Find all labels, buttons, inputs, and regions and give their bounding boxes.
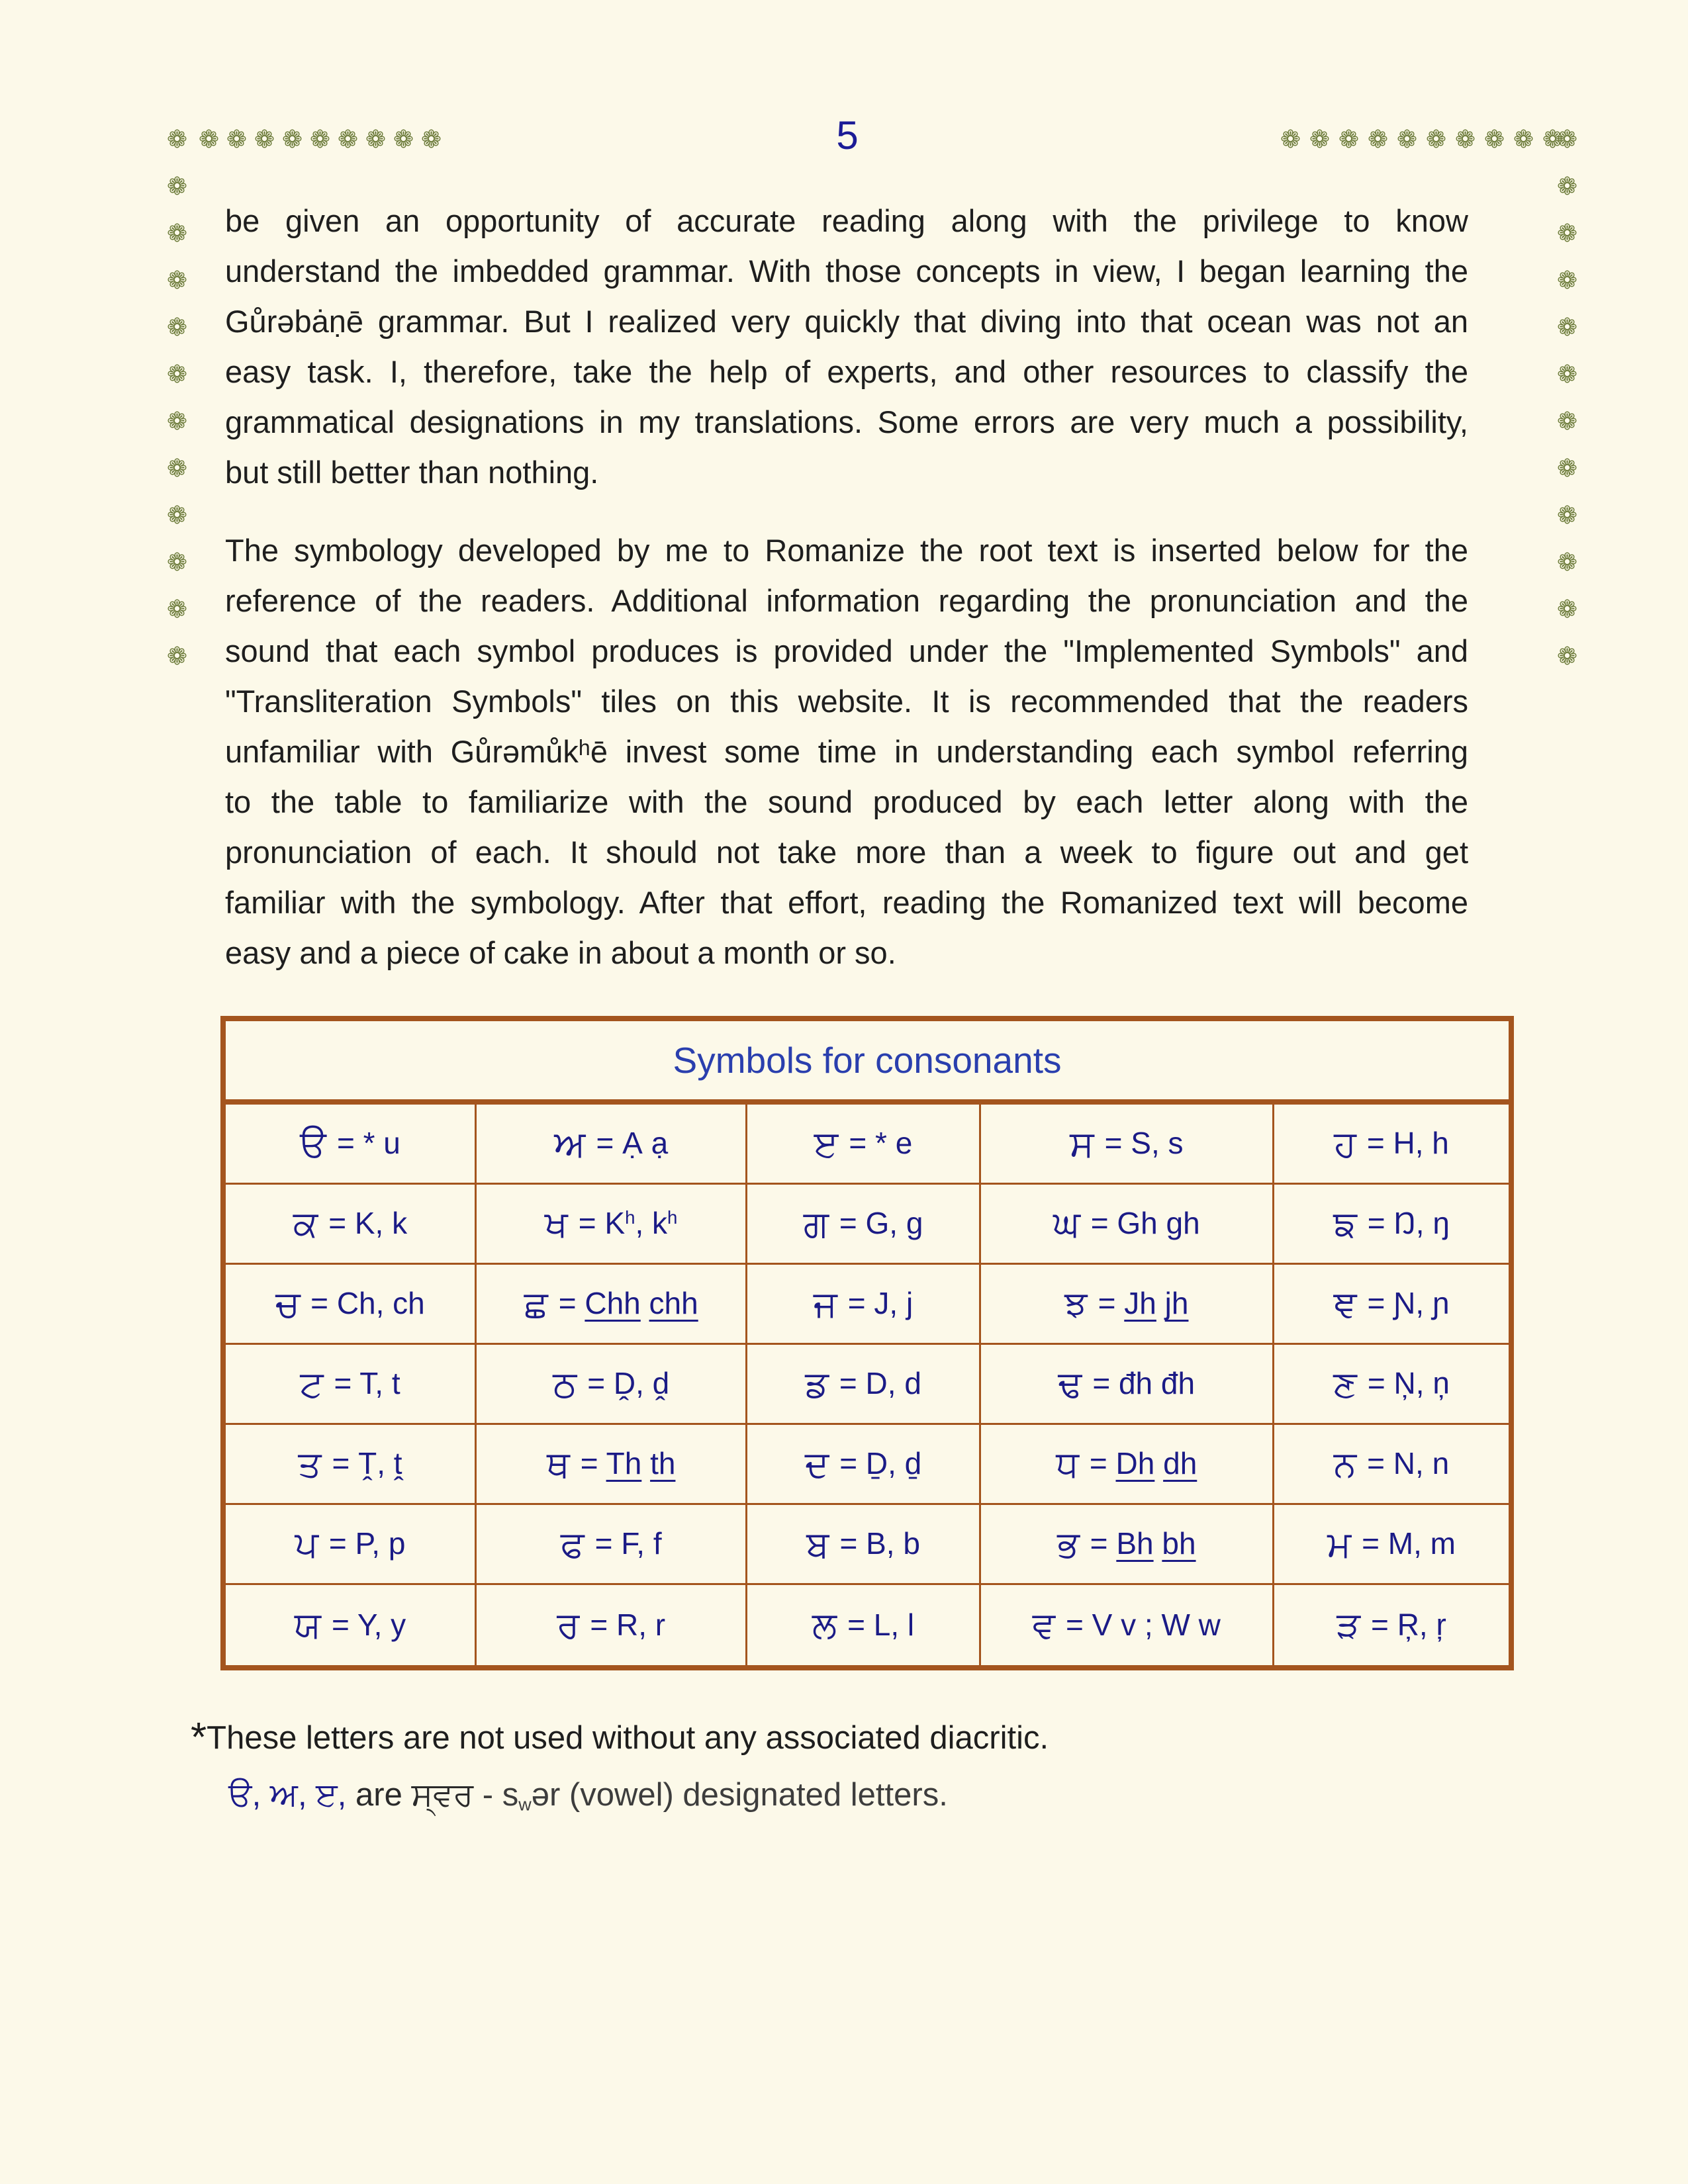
romanization: = V v ; W w xyxy=(1066,1607,1221,1642)
gurmukhi-letter: ਡ xyxy=(805,1363,829,1404)
body-text-line: pronunciation of each. It should not take more than a week to figure out and get xyxy=(225,835,1468,870)
flower-ornament-icon: ❁ xyxy=(1557,455,1578,482)
flower-ornament-icon: ❁ xyxy=(167,220,188,247)
romanization: = * e xyxy=(849,1126,913,1161)
gurmukhi-letter: ਥ xyxy=(546,1443,570,1484)
page-number: 5 xyxy=(836,113,859,158)
flower-ornament-icon: ❁ xyxy=(310,126,331,153)
gurmukhi-letter: ੳ xyxy=(300,1122,326,1164)
gurmukhi-letter: ਟ xyxy=(300,1363,324,1404)
flower-ornament-icon: ❁ xyxy=(1557,314,1578,341)
romanization: = Ɲ, ɲ xyxy=(1367,1286,1450,1321)
flower-ornament-icon: ❁ xyxy=(1557,361,1578,388)
body-text-line: Gůrəbȧṇē grammar. But I realized very quickly that diving into that ocean was not an xyxy=(225,304,1468,339)
gurmukhi-letter: ਜ xyxy=(813,1283,837,1324)
consonant-cell xyxy=(477,1505,748,1585)
romanization: = L, l xyxy=(847,1607,915,1642)
consonant-cell xyxy=(477,1585,748,1665)
consonant-cell xyxy=(1274,1185,1509,1265)
consonant-cell xyxy=(477,1425,748,1505)
flower-ornament-icon: ❁ xyxy=(338,126,359,153)
body-text-line: sound that each symbol produces is provided under the "Implemented Symbols" and xyxy=(225,633,1468,668)
romanization: = Ạ ạ xyxy=(596,1126,669,1161)
flower-ornament-icon: ❁ xyxy=(167,361,188,388)
table-grid xyxy=(226,1105,1509,1665)
gurmukhi-letter: ੲ xyxy=(814,1122,839,1164)
body-text-line: be given an opportunity of accurate reading along with the privilege to know xyxy=(225,203,1468,238)
body-text-line: easy and a piece of cake in about a month or so. xyxy=(225,935,896,970)
consonant-cell xyxy=(747,1505,980,1585)
flower-ornament-icon: ❁ xyxy=(226,126,248,153)
gurmukhi-letter: ਮ xyxy=(1327,1523,1352,1565)
flower-ornament-icon: ❁ xyxy=(254,126,275,153)
romanization: = Ŋ, ŋ xyxy=(1367,1206,1450,1241)
flower-ornament-icon: ❁ xyxy=(167,126,188,153)
romanization: = G, g xyxy=(839,1206,923,1241)
flower-ornament-icon: ❁ xyxy=(1513,126,1534,153)
gurmukhi-letter: ਦ xyxy=(804,1443,829,1484)
footnote-diacritic-note xyxy=(191,1714,1049,1761)
gurmukhi-letter: ਹ xyxy=(1334,1122,1356,1164)
consonant-cell xyxy=(226,1265,477,1345)
romanization: = Y, y xyxy=(332,1607,406,1642)
flower-ornament-icon: ❁ xyxy=(1557,643,1578,670)
consonant-cell xyxy=(981,1185,1274,1265)
gurmukhi-letter: ਣ xyxy=(1333,1363,1357,1404)
consonant-cell xyxy=(747,1425,980,1505)
romanization: = đh đh xyxy=(1092,1366,1196,1401)
consonant-cell xyxy=(981,1585,1274,1665)
flower-ornament-icon: ❁ xyxy=(167,549,188,576)
romanization: = Ḓ, ḓ xyxy=(587,1366,670,1401)
consonant-cell xyxy=(1274,1585,1509,1665)
gurmukhi-letter: ਞ xyxy=(1333,1283,1357,1324)
flower-ornament-icon: ❁ xyxy=(1280,126,1301,153)
footnote-segment: w xyxy=(518,1794,532,1815)
consonant-cell xyxy=(1274,1345,1509,1425)
consonant-cell xyxy=(226,1505,477,1585)
romanization: = Ņ, ņ xyxy=(1367,1366,1450,1401)
romanization: = P, p xyxy=(328,1526,406,1561)
gurmukhi-letter: ਅ xyxy=(554,1122,586,1164)
romanization: = S, s xyxy=(1104,1126,1184,1161)
consonant-cell xyxy=(226,1185,477,1265)
flower-ornament-icon: ❁ xyxy=(1557,173,1578,200)
gurmukhi-letter: ਸ xyxy=(1069,1122,1094,1164)
body-text-line: understand the imbedded grammar. With those concepts in view, I began learning the xyxy=(225,253,1468,289)
consonant-cell xyxy=(1274,1105,1509,1185)
romanization: = Bh bh xyxy=(1090,1526,1196,1561)
flower-ornament-icon: ❁ xyxy=(282,126,303,153)
consonant-cell xyxy=(226,1425,477,1505)
romanization: = Dh dh xyxy=(1089,1446,1197,1481)
flower-ornament-icon: ❁ xyxy=(1455,126,1476,153)
gurmukhi-letter: ੜ xyxy=(1336,1604,1361,1645)
consonant-cell xyxy=(226,1585,477,1665)
gurmukhi-letter: ਙ xyxy=(1333,1203,1357,1244)
footnote-segment: ੳ, ਅ, ੲ, xyxy=(228,1777,347,1813)
flower-ornament-icon: ❁ xyxy=(199,126,220,153)
flower-ornament-icon: ❁ xyxy=(1557,596,1578,623)
footnote-vowel-letters xyxy=(228,1776,948,1815)
body-text-line: reference of the readers. Additional information regarding the pronunciation and the xyxy=(225,583,1468,618)
romanization: = Jh jh xyxy=(1098,1286,1189,1321)
footnote-segment: - s xyxy=(473,1777,519,1813)
gurmukhi-letter: ਭ xyxy=(1056,1523,1080,1565)
consonant-cell xyxy=(981,1345,1274,1425)
romanization: = F, f xyxy=(594,1526,662,1561)
consonant-cell xyxy=(981,1425,1274,1505)
flower-ornament-icon: ❁ xyxy=(1484,126,1505,153)
body-text-line: unfamiliar with Gůrəmůkʰē invest some time in understanding each symbol referring xyxy=(225,734,1468,769)
gurmukhi-letter: ਬ xyxy=(806,1523,829,1565)
romanization: = R, r xyxy=(590,1607,666,1642)
gurmukhi-letter: ਫ xyxy=(560,1523,585,1565)
body-text-line: grammatical designations in my translations. Some errors are very much a possibility, xyxy=(225,404,1468,439)
romanization: = Ṱ, ṱ xyxy=(332,1446,402,1481)
romanization: = M, m xyxy=(1362,1526,1456,1561)
flower-ornament-icon: ❁ xyxy=(1557,408,1578,435)
flower-ornament-icon: ❁ xyxy=(1557,267,1578,294)
flower-ornament-icon: ❁ xyxy=(167,314,188,341)
flower-ornament-icon: ❁ xyxy=(1542,126,1564,153)
footnote-segment: are xyxy=(346,1777,412,1813)
consonant-cell xyxy=(747,1105,980,1185)
flower-ornament-icon: ❁ xyxy=(1557,502,1578,529)
romanization: = Ŗ, ŗ xyxy=(1371,1607,1446,1642)
consonant-cell xyxy=(981,1265,1274,1345)
gurmukhi-letter: ਛ xyxy=(524,1283,548,1324)
body-text-line: easy task. I, therefore, take the help of experts, and other resources to classify the xyxy=(225,354,1468,389)
romanization: = Th th xyxy=(580,1446,676,1481)
gurmukhi-letter: ਯ xyxy=(294,1604,322,1645)
paragraph-1 xyxy=(225,196,1468,498)
consonant-cell xyxy=(747,1345,980,1425)
flower-ornament-icon: ❁ xyxy=(365,126,387,153)
romanization: = J, j xyxy=(847,1286,914,1321)
table-title: Symbols for consonants xyxy=(226,1021,1509,1105)
romanization: = K, k xyxy=(328,1206,408,1241)
consonant-cell xyxy=(747,1185,980,1265)
gurmukhi-letter: ਨ xyxy=(1333,1443,1357,1484)
consonant-cell xyxy=(747,1265,980,1345)
consonant-cell xyxy=(226,1345,477,1425)
romanization: = D, d xyxy=(839,1366,921,1401)
gurmukhi-letter: ਖ xyxy=(544,1203,568,1244)
flower-ornament-icon: ❁ xyxy=(167,455,188,482)
consonant-cell xyxy=(1274,1265,1509,1345)
flower-ornament-icon: ❁ xyxy=(1397,126,1418,153)
flower-ornament-icon: ❁ xyxy=(1368,126,1389,153)
romanization: = Ḏ, ḏ xyxy=(839,1446,922,1481)
flower-ornament-icon: ❁ xyxy=(167,173,188,200)
body-text-line: The symbology developed by me to Romanize the root text is inserted below for the xyxy=(225,533,1468,568)
consonant-cell xyxy=(981,1505,1274,1585)
flower-ornament-icon: ❁ xyxy=(393,126,414,153)
body-text-line: "Transliteration Symbols" tiles on this website. It is recommended that the readers xyxy=(225,684,1468,719)
body-text-line: familiar with the symbology. After that effort, reading the Romanized text will become xyxy=(225,885,1468,920)
romanization: = N, n xyxy=(1367,1446,1450,1481)
gurmukhi-letter: ਠ xyxy=(553,1363,577,1404)
gurmukhi-letter: ਧ xyxy=(1056,1443,1079,1484)
romanization: = Ch, ch xyxy=(310,1286,425,1321)
gurmukhi-letter: ਝ xyxy=(1064,1283,1088,1324)
gurmukhi-letter: ਢ xyxy=(1058,1363,1082,1404)
flower-ornament-icon: ❁ xyxy=(1426,126,1447,153)
romanization: = * u xyxy=(336,1126,400,1161)
flower-ornament-icon: ❁ xyxy=(167,267,188,294)
consonant-cell xyxy=(477,1345,748,1425)
gurmukhi-letter: ਕ xyxy=(293,1203,318,1244)
romanization: = Gh gh xyxy=(1090,1206,1200,1241)
flower-ornament-icon: ❁ xyxy=(167,643,188,670)
gurmukhi-letter: ਗ xyxy=(803,1203,829,1244)
consonant-cell xyxy=(226,1105,477,1185)
flower-ornament-icon: ❁ xyxy=(1557,220,1578,247)
romanization: = $K^h$, $k^h$ xyxy=(578,1206,678,1241)
consonant-cell xyxy=(477,1185,748,1265)
body-text-line: to the table to familiarize with the sound produced by each letter along with the xyxy=(225,784,1468,819)
flower-ornament-icon: ❁ xyxy=(167,596,188,623)
gurmukhi-letter: ਲ xyxy=(812,1604,837,1645)
flower-ornament-icon: ❁ xyxy=(1557,126,1578,153)
footnote-segment: ਸ੍ਵਰ xyxy=(411,1777,474,1813)
gurmukhi-letter: ਚ xyxy=(275,1283,301,1324)
flower-ornament-icon: ❁ xyxy=(1338,126,1360,153)
consonant-cell xyxy=(477,1105,748,1185)
asterisk-marker: * xyxy=(191,1715,207,1760)
flower-ornament-icon: ❁ xyxy=(167,502,188,529)
flower-ornament-icon: ❁ xyxy=(1309,126,1331,153)
gurmukhi-letter: ਤ xyxy=(298,1443,322,1484)
romanization: = Chh chh xyxy=(558,1286,698,1321)
flower-ornament-icon: ❁ xyxy=(167,408,188,435)
romanization: = H, h xyxy=(1366,1126,1449,1161)
consonant-cell xyxy=(477,1265,748,1345)
paragraph-2 xyxy=(225,525,1468,978)
gurmukhi-letter: ਘ xyxy=(1053,1203,1080,1244)
flower-ornament-icon: ❁ xyxy=(1557,549,1578,576)
romanization: = B, b xyxy=(839,1526,920,1561)
romanization: = T, t xyxy=(334,1366,400,1401)
footnote-segment: ər (vowel) designated letters. xyxy=(531,1777,948,1813)
consonant-cell xyxy=(981,1105,1274,1185)
gurmukhi-letter: ਵ xyxy=(1032,1604,1056,1645)
footnote-text: These letters are not used without any associated diacritic. xyxy=(207,1720,1049,1756)
gurmukhi-letter: ਪ xyxy=(295,1523,318,1565)
gurmukhi-letter: ਰ xyxy=(557,1604,580,1645)
consonant-cell xyxy=(1274,1425,1509,1505)
body-text-line: but still better than nothing. xyxy=(225,455,599,490)
flower-ornament-icon: ❁ xyxy=(421,126,442,153)
consonants-table xyxy=(220,1016,1514,1670)
consonant-cell xyxy=(1274,1505,1509,1585)
consonant-cell xyxy=(747,1585,980,1665)
